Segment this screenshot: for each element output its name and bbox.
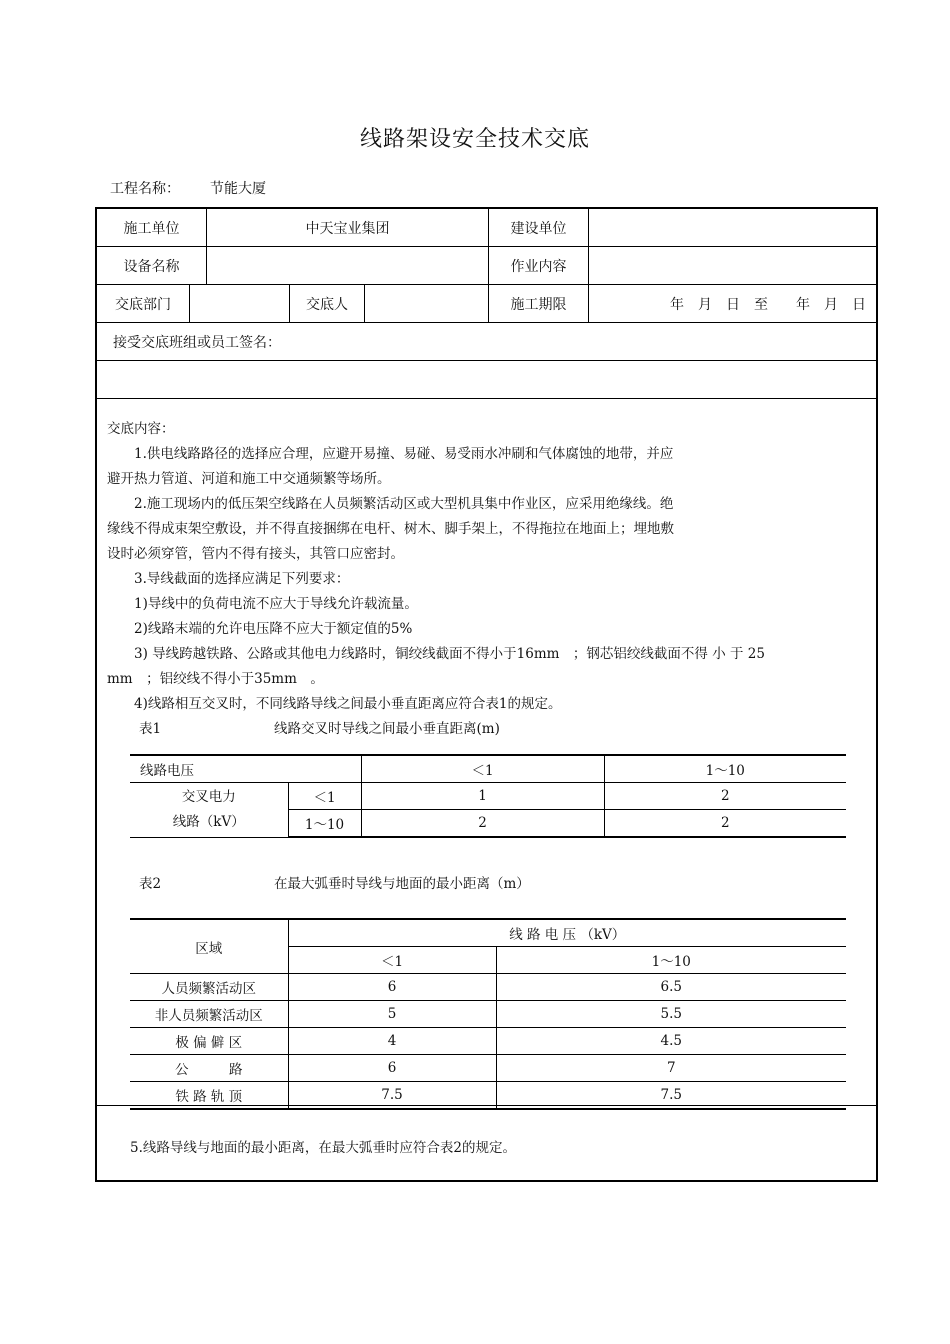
- sign-label: 接受交底班组或员工签名：: [113, 334, 281, 351]
- table2-cell: 5: [288, 1001, 496, 1028]
- table-row: [130, 783, 846, 810]
- work-label: 作业内容: [489, 247, 589, 284]
- owner-label: 建设单位: [489, 209, 589, 246]
- person-label: 交底人: [290, 285, 365, 322]
- period-value[interactable]: 年 月 日 至 年 月 日: [670, 296, 866, 313]
- sign-row: [97, 323, 876, 361]
- unit-value[interactable]: 中天宝业集团: [207, 209, 489, 246]
- form-row-equipment: [97, 247, 876, 285]
- table2-subheader-1to10: 1～10: [496, 947, 846, 974]
- content-line: 避开热力管道、河道和施工中交通频繁等场所。: [107, 471, 391, 487]
- table2-area-header: 区域: [130, 919, 288, 974]
- table2-cell: 7.5: [496, 1082, 846, 1110]
- content-heading: 交底内容：: [107, 421, 175, 437]
- table1-group-label-2: 线路（kV）: [172, 813, 245, 830]
- table1-group-label: [130, 783, 288, 838]
- table-row: [130, 1028, 846, 1055]
- table2-header-row: [130, 919, 846, 947]
- owner-value[interactable]: [589, 209, 876, 246]
- table1-cell: 2: [604, 810, 846, 838]
- table1-cell: 2: [604, 783, 846, 810]
- equipment-value[interactable]: [207, 247, 489, 284]
- project-value: 节能大厦: [210, 181, 266, 197]
- table-row: [130, 974, 846, 1001]
- content-line: 3.导线截面的选择应满足下列要求：: [107, 571, 350, 587]
- unit-label: 施工单位: [97, 209, 207, 246]
- table2-cell: 7: [496, 1055, 846, 1082]
- table2-cell: 4.5: [496, 1028, 846, 1055]
- table1-label: 表1: [139, 721, 162, 737]
- table1-cell: 1: [361, 783, 604, 810]
- table1-caption: 线路交叉时导线之间最小垂直距离(m): [274, 721, 500, 737]
- table2-area: 铁 路 轨 顶: [130, 1082, 288, 1110]
- content-line: 4)线路相互交叉时，不同线路导线之间最小垂直距离应符合表1的规定。: [107, 696, 562, 712]
- table1-cell: 1～10: [288, 810, 361, 838]
- person-value[interactable]: [365, 285, 489, 322]
- dept-label: 交底部门: [97, 285, 190, 322]
- table2-cell: 7.5: [288, 1082, 496, 1110]
- table1-cell: ＜1: [288, 783, 361, 810]
- table2-cell: 5.5: [496, 1001, 846, 1028]
- content-line: 1)导线中的负荷电流不应大于导线允许载流量。: [107, 596, 418, 612]
- table1-header-1to10: 1～10: [604, 755, 846, 783]
- table2-cell: 6: [288, 974, 496, 1001]
- content-line: mm ；铝绞线不得小于35mm 。: [107, 671, 324, 687]
- table2-area: 人员频繁活动区: [130, 974, 288, 1001]
- form-row-dept: [97, 285, 876, 323]
- content-line: 2)线路末端的允许电压降不应大于额定值的5%: [107, 621, 413, 637]
- table1: [130, 754, 846, 838]
- table1-group-label-1: 交叉电力: [181, 788, 236, 805]
- table2-subheader-lt1: ＜1: [288, 947, 496, 974]
- form-frame: [95, 207, 878, 1182]
- table-row: [130, 1001, 846, 1028]
- table2-caption: 在最大弧垂时导线与地面的最小距离（m）: [274, 876, 530, 892]
- content-line: 1.供电线路路径的选择应合理，应避开易撞、易碰、易受雨水冲刷和气体腐蚀的地带，并应: [107, 446, 674, 462]
- content-line: 2.施工现场内的低压架空线路在人员频繁活动区或大型机具集中作业区，应采用绝缘线。绝: [107, 496, 674, 512]
- content-divider: [97, 1105, 876, 1106]
- period-label: 施工期限: [489, 285, 589, 322]
- table-row: [130, 1055, 846, 1082]
- dept-value[interactable]: [190, 285, 290, 322]
- form-row-unit: [97, 209, 876, 247]
- disclosure-content: [107, 417, 877, 717]
- table2-area: 极 偏 僻 区: [130, 1028, 288, 1055]
- table1-header-lt1: ＜1: [361, 755, 604, 783]
- table1-cell: 2: [361, 810, 604, 838]
- content-line: 设时必须穿管，管内不得有接头，其管口应密封。: [107, 546, 404, 562]
- sign-blank-row[interactable]: [97, 361, 876, 399]
- footer-text: 5.线路导线与地面的最小距离，在最大弧垂时应符合表2的规定。: [130, 1140, 516, 1156]
- table1-header-voltage: 线路电压: [130, 755, 361, 783]
- table2-cell: 6.5: [496, 974, 846, 1001]
- page-title: 线路架设安全技术交底: [359, 127, 590, 152]
- project-label: 工程名称：: [110, 181, 180, 197]
- table2: [130, 918, 846, 1110]
- content-line: 3) 导线跨越铁路、公路或其他电力线路时，铜绞线截面不得小于16mm ；钢芯铝绞线截面不得 小 于 25: [107, 646, 765, 662]
- table2-cell: 4: [288, 1028, 496, 1055]
- equipment-label: 设备名称: [97, 247, 207, 284]
- table2-voltage-header: 线 路 电 压 （kV）: [288, 919, 846, 947]
- project-name: [110, 178, 266, 198]
- work-value[interactable]: [589, 247, 876, 284]
- table2-cell: 6: [288, 1055, 496, 1082]
- table2-area: 公 路: [130, 1055, 288, 1082]
- content-line: 缘线不得成束架空敷设，并不得直接捆绑在电杆、树木、脚手架上，不得拖拉在地面上；埋地敷: [107, 521, 674, 537]
- table2-area: 非人员频繁活动区: [130, 1001, 288, 1028]
- table2-label: 表2: [139, 876, 162, 892]
- table1-header-row: [130, 755, 846, 783]
